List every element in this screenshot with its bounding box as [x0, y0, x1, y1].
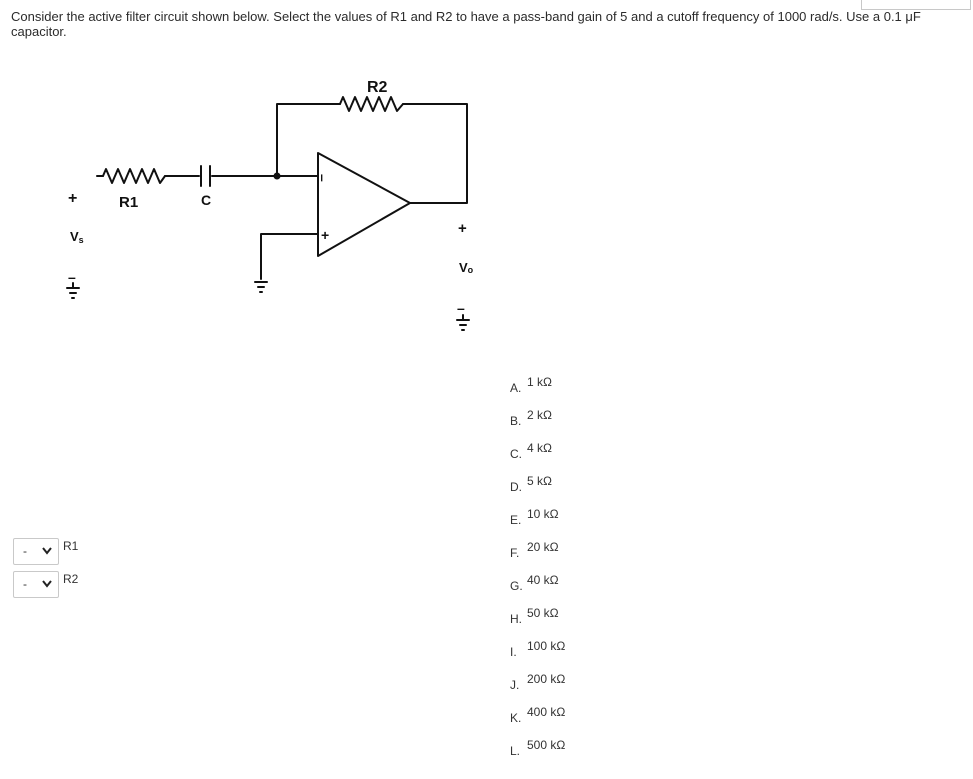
option-letter: J. [510, 678, 520, 692]
r1-select-label: R1 [63, 539, 79, 553]
chevron-down-icon [42, 545, 52, 557]
r2-select-label: R2 [63, 572, 79, 586]
chevron-down-icon [42, 578, 52, 590]
r1-select[interactable] [13, 538, 59, 565]
option-value: 40 kΩ [527, 573, 559, 587]
opamp-minus-sign: – [315, 174, 331, 182]
capacitor-label: C [201, 192, 212, 208]
option-letter: L. [510, 744, 521, 758]
option-value: 50 kΩ [527, 606, 559, 620]
r2-select[interactable] [13, 571, 59, 598]
option-letter: A. [510, 381, 522, 395]
vs-plus-sign: + [68, 190, 78, 207]
r2-resistor [340, 97, 403, 111]
option-value: 20 kΩ [527, 540, 559, 554]
option-letter: G. [510, 579, 523, 593]
junction-dot [274, 173, 281, 180]
option-value: 500 kΩ [527, 738, 566, 752]
option-letter: H. [510, 612, 522, 626]
r2-select-value: - [23, 577, 27, 591]
option-value: 400 kΩ [527, 705, 566, 719]
option-letter: B. [510, 414, 522, 428]
op-amp [318, 153, 410, 256]
vo-plus-sign: + [458, 220, 467, 237]
vo-label: Vo [459, 260, 474, 275]
option-value: 10 kΩ [527, 507, 559, 521]
noninv-wire [261, 234, 318, 279]
vs-label: Vs [70, 229, 84, 245]
option-letter: I. [510, 645, 517, 659]
option-letter: C. [510, 447, 522, 461]
option-letter: K. [510, 711, 522, 725]
option-value: 100 kΩ [527, 639, 566, 653]
r1-resistor [103, 169, 165, 183]
feedback-wire [277, 104, 340, 176]
option-value: 5 kΩ [527, 474, 552, 488]
option-value: 4 kΩ [527, 441, 552, 455]
option-letter: D. [510, 480, 522, 494]
option-letter: E. [510, 513, 522, 527]
vs-minus-sign: – [68, 269, 76, 285]
r2-label: R2 [367, 79, 388, 96]
vo-minus-sign: – [457, 300, 465, 316]
option-value: 2 kΩ [527, 408, 552, 422]
option-value: 1 kΩ [527, 375, 552, 389]
feedback-wire-right [403, 104, 467, 203]
r1-label: R1 [119, 194, 139, 211]
opamp-plus-sign: + [321, 227, 330, 243]
question-text: Consider the active filter circuit shown below. Select the values of R1 and R2 to have a pass-band gain of 5 and a cutoff frequency of 1000 rad/s. Use a 0.1 μF capacitor. [11, 9, 921, 39]
option-value: 200 kΩ [527, 672, 566, 686]
r1-select-value: - [23, 544, 27, 558]
option-letter: F. [510, 546, 520, 560]
